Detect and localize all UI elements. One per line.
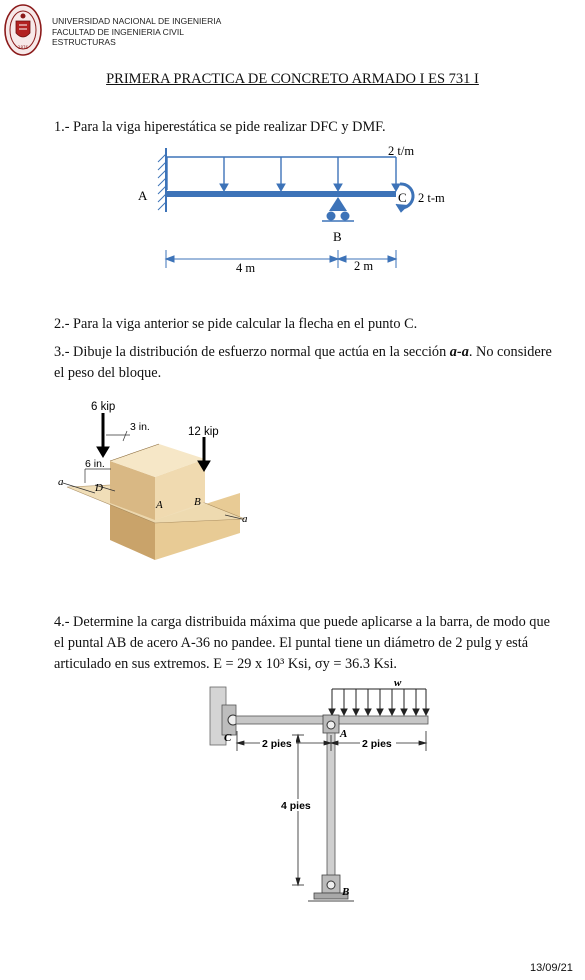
- problem-2-text: 2.- Para la viga anterior se pide calcular la flecha en el punto C.: [54, 316, 418, 332]
- point-a-label: A: [340, 728, 348, 740]
- strut-ab: [327, 733, 335, 883]
- university-logo: [4, 3, 42, 57]
- dimension-4m: 4 m: [236, 261, 256, 275]
- point-a-label: A: [156, 499, 163, 511]
- header-department: ESTRUCTURAS: [52, 37, 116, 47]
- distributed-load: [167, 157, 400, 191]
- page-title: PRIMERA PRACTICA DE CONCRETO ARMADO I ES 731 I: [106, 71, 479, 87]
- point-c-label: C: [398, 190, 407, 205]
- load-6kip-label: 6 kip: [91, 401, 116, 413]
- load-label: 2 t/m: [388, 144, 415, 158]
- dimension-3in: 3 in.: [130, 421, 150, 433]
- point-b-label: B: [194, 496, 201, 508]
- problem-3-text: 3.- Dibuje la distribución de esfuerzo normal que actúa en la sección a-a. No considere el peso del bloque.: [54, 344, 552, 381]
- load-12kip-label: 12 kip: [188, 426, 219, 438]
- dimension-6in: 6 in.: [85, 458, 105, 470]
- block-diagram: [55, 395, 265, 570]
- roller-support: [322, 197, 354, 221]
- header-block: [52, 16, 221, 48]
- strut-diagram: [200, 675, 440, 920]
- header-university: UNIVERSIDAD NACIONAL DE INGENIERIA: [52, 16, 222, 26]
- crest-icon: [4, 3, 42, 57]
- point-d-label: D: [95, 482, 103, 494]
- distributed-load: [329, 689, 429, 715]
- moment-label: 2 t-m: [418, 191, 445, 205]
- beam-diagram: [130, 140, 470, 280]
- dimension-2pies-right: 2 pies: [362, 738, 392, 750]
- point-a-label: A: [138, 188, 148, 203]
- fixed-support: [158, 148, 166, 212]
- dimension-2pies-left: 2 pies: [262, 738, 292, 750]
- section-a-right: a: [242, 513, 248, 525]
- problem-1-text: 1.- Para la viga hiperestática se pide realizar DFC y DMF.: [54, 119, 386, 135]
- point-b-label: B: [342, 886, 350, 898]
- dimension-4pies: 4 pies: [281, 800, 311, 812]
- svg-text:1876: 1876: [17, 45, 29, 50]
- point-c-label: C: [224, 732, 232, 744]
- header-faculty: FACULTAD DE INGENIERIA CIVIL: [52, 26, 184, 37]
- load-w-label: w: [394, 677, 402, 689]
- footer-date: 13/09/21: [530, 962, 573, 974]
- point-b-label: B: [333, 229, 342, 244]
- pin-a: [323, 715, 339, 733]
- beam: [166, 191, 396, 197]
- problem-4-text: 4.- Determine la carga distribuida máxima que puede aplicarse a la barra, de modo que el puntal AB de acero A-36 no pandee. El puntal tiene un diámetro de 2 pulg y está articulado en sus extremos. E = 29 x 10³ Ksi, σy = 36.3 Ksi.: [54, 614, 550, 672]
- dimension-2m: 2 m: [354, 259, 374, 273]
- section-a-left: a: [58, 476, 64, 488]
